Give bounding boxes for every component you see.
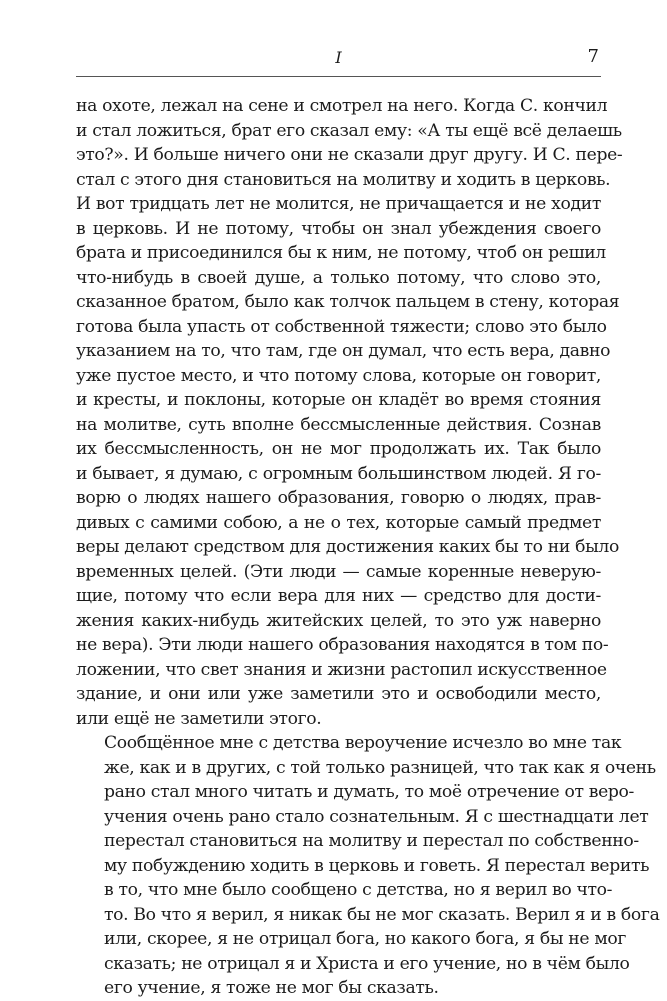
text-line: здание, и они или уже заметили это и освободили место, [76,684,601,704]
text-line: ворю о людях нашего образования, говорю о людях, прав- [76,488,601,508]
text-line: его учение, я тоже не мог бы сказать. [104,978,439,998]
text-line: сказать; не отрицал я и Христа и его учение, но в чём было [104,953,630,974]
text-line: в то, что мне было сообщено с детства, но я верил во что- [104,880,613,900]
paragraph-1 [76,94,623,731]
text-line: И вот тридцать лет не молится, не причащается и не ходит [76,194,601,214]
text-line: му побуждению ходить в церковь и говеть. Я перестал верить [104,855,650,876]
running-head [76,46,601,77]
text-line: уже пустое место, и что потому слова, которые он говорит, [76,365,601,386]
section-mark: I [335,48,342,67]
text-line: щие, потому что если вера для них — средство для дости- [76,586,601,606]
text-line: или ещё не заметили этого. [76,708,322,729]
text-line: на молитве, суть вполне бессмысленные действия. Сознав [76,414,601,435]
text-line: на охоте, лежал на сене и смотрел на него. Когда С. кончил [76,96,608,116]
text-line: дивых с самими собою, а не о тех, которые самый предмет [76,512,601,533]
text-line: и кресты, и поклоны, которые он кладёт во время стояния [76,390,601,410]
text-line: то. Во что я верил, я никак бы не мог сказать. Верил я и в бога [104,904,660,925]
text-line: что-нибудь в своей душе, а только потому, что слово это, [76,267,601,288]
text-line: временных целей. (Эти люди — самые коренные неверую- [76,561,601,582]
text-line: это?». И больше ничего они не сказали друг другу. И С. пере- [76,145,623,165]
text-line: стал с этого дня становиться на молитву и ходить в церковь. [76,169,611,190]
text-line: же, как и в других, с той только разницей, что так как я очень [104,757,656,778]
text-line: или, скорее, я не отрицал бога, но какого бога, я бы не мог [104,929,627,949]
text-line: ложении, что свет знания и жизни растопил искусственное [76,659,607,680]
text-line: жения каких-нибудь житейских целей, то это уж наверно [76,610,601,631]
paragraph-2 [76,731,660,1001]
text-body [76,94,660,1001]
text-line: перестал становиться на молитву и перестал по собственно- [104,831,639,851]
text-line: указанием на то, что там, где он думал, что есть вера, давно [76,341,611,361]
text-line: и бывает, я думаю, с огромным большинством людей. Я го- [76,463,601,484]
text-line: брата и присоединился бы к ним, не потому, чтоб он решил [76,243,606,263]
text-line: и стал ложиться, брат его сказал ему: «А ты ещё всё делаешь [76,120,622,141]
text-line: веры делают средством для достижения каких бы то ни было [76,537,619,557]
text-line: учения очень рано стало сознательным. Я с шестнадцати лет [104,806,649,827]
text-line: Сообщённое мне с детства вероучение исчезло во мне так [104,733,622,753]
page-number: 7 [587,46,599,67]
text-line: не вера). Эти люди нашего образования находятся в том по- [76,635,609,655]
text-line: рано стал много читать и думать, то моё отречение от веро- [104,782,635,802]
text-line: в церковь. И не потому, чтобы он знал убеждения своего [76,218,601,239]
text-line: их бессмысленность, он не мог продолжать их. Так было [76,439,601,459]
text-line: готова была упасть от собственной тяжести; слово это было [76,316,607,337]
text-line: сказанное братом, было как толчок пальцем в стену, которая [76,292,620,312]
